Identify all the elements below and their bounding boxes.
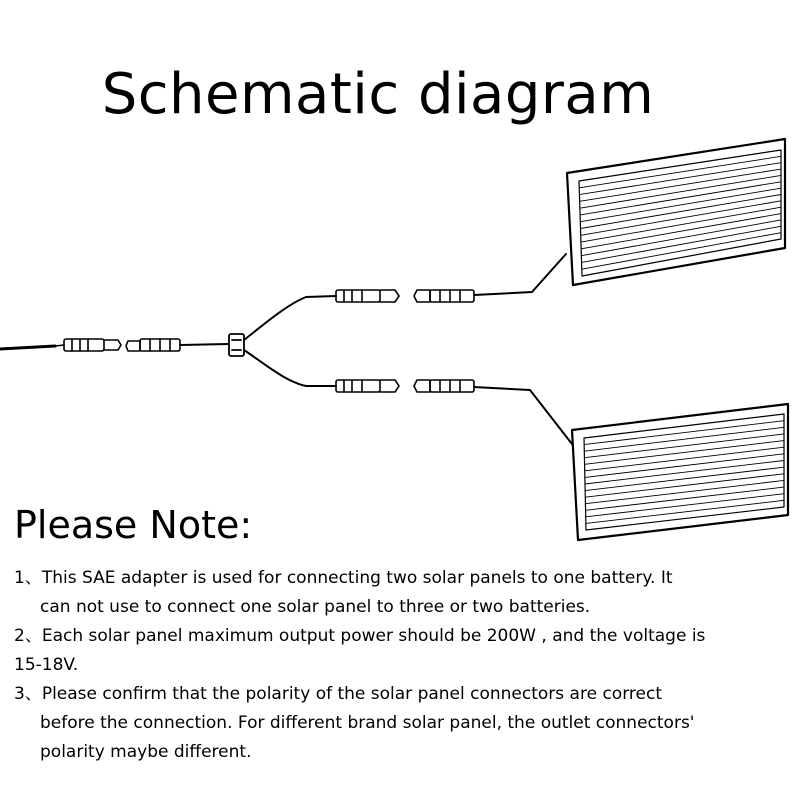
sae-connector-icon xyxy=(414,290,474,302)
panel-cell-line xyxy=(584,434,784,458)
panel-cell-line xyxy=(581,207,781,242)
sae-connector-icon xyxy=(414,380,474,392)
panel-cell-line xyxy=(585,480,784,503)
note-item-3 xyxy=(14,680,800,767)
note-number: 3、 xyxy=(14,684,42,704)
panel-cell-line xyxy=(584,427,784,451)
sae-connector-icon xyxy=(336,290,399,302)
panel-cell-line xyxy=(586,487,784,510)
note-text-continued: before the connection. For different brand solar panel, the outlet connectors' xyxy=(40,713,695,733)
panel-cell-line xyxy=(580,169,781,201)
panel-cell-line xyxy=(580,188,781,222)
panel-cell-line xyxy=(580,182,781,215)
panel-cable-upper xyxy=(474,254,566,295)
note-text: This SAE adapter is used for connecting two solar panels to one battery. It xyxy=(41,568,673,588)
note-item-1 xyxy=(14,564,800,622)
note-text-continued: 15-18V. xyxy=(14,655,79,675)
note-number: 2、 xyxy=(14,626,42,646)
note-number: 1、 xyxy=(14,568,42,588)
note-item-2 xyxy=(14,622,800,680)
panel-cell-line xyxy=(579,163,781,195)
sae-connector-icon xyxy=(55,339,121,351)
note-text-continued: can not use to connect one solar panel to three or two batteries. xyxy=(40,597,591,617)
panel-cell-line xyxy=(581,201,781,235)
panel-cell-line xyxy=(585,447,784,471)
branch-cable-lower xyxy=(244,350,336,386)
panel-cell-line xyxy=(586,494,784,517)
panel-cell-line xyxy=(581,195,782,229)
branch-cable-upper xyxy=(244,296,336,340)
panel-cell-line xyxy=(585,474,784,497)
y-splitter-icon xyxy=(229,334,244,356)
panel-cable-lower xyxy=(474,387,572,444)
panel-cell-line xyxy=(585,441,784,465)
note-heading: Please Note: xyxy=(14,503,253,547)
panel-cell-line xyxy=(581,214,781,249)
panel-cell-line xyxy=(585,461,784,485)
solar-panel-icon xyxy=(572,404,788,540)
panel-cell-line xyxy=(579,156,781,187)
panel-cell-line xyxy=(585,454,784,478)
panel-cell-line xyxy=(580,175,781,208)
diagram-title: Schematic diagram xyxy=(101,62,655,127)
sae-connector-icon xyxy=(336,380,399,392)
battery-cable xyxy=(0,346,55,349)
solar-panel-icon xyxy=(567,139,785,285)
note-text: Please confirm that the polarity of the solar panel connectors are correct xyxy=(41,684,662,704)
panel-cell-line xyxy=(585,467,784,490)
note-text: Each solar panel maximum output power should be 200W , and the voltage is xyxy=(41,626,706,646)
note-text-continued: polarity maybe different. xyxy=(40,742,252,762)
notes-list xyxy=(14,564,800,767)
sae-connector-icon xyxy=(126,339,228,351)
